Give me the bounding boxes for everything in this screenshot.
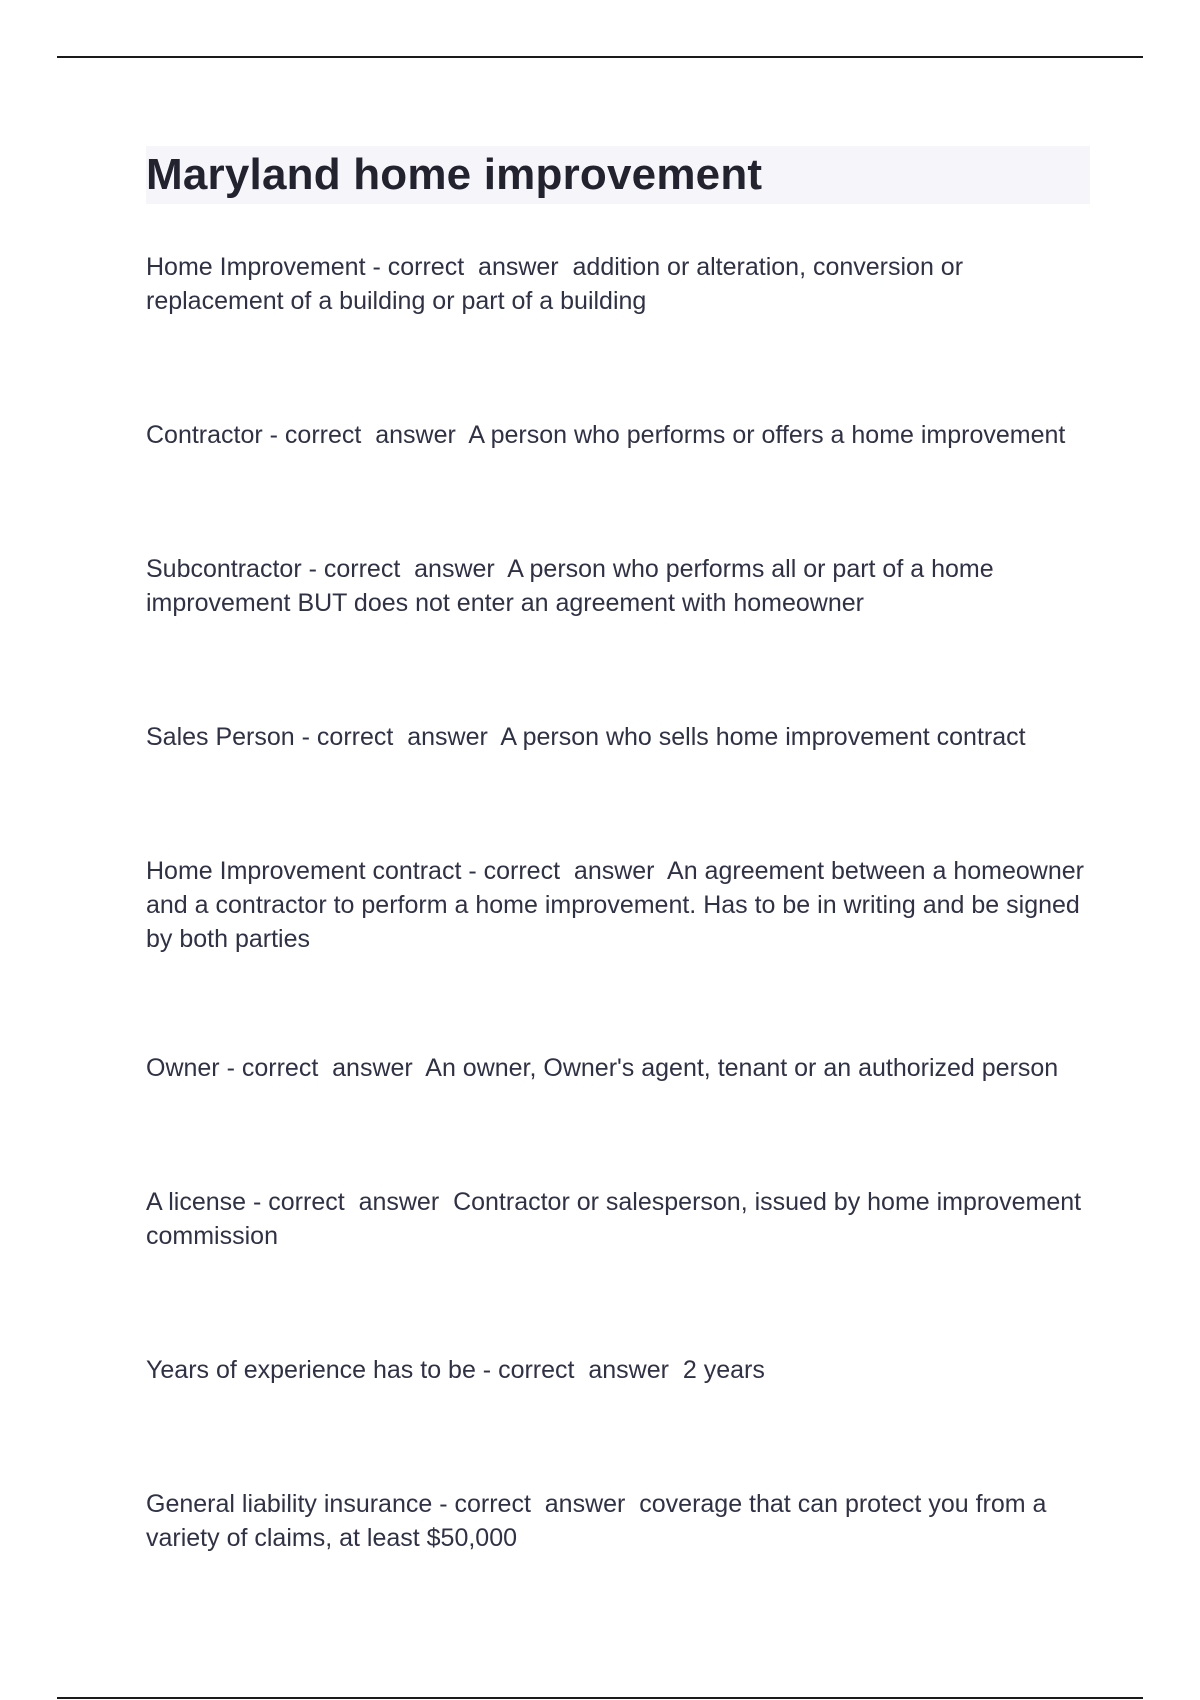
entry-definition: A person who sells home improvement contract	[500, 723, 1026, 751]
entry-term: Sales Person	[146, 723, 295, 751]
flashcard-list	[146, 250, 1090, 1555]
entry-separator: - correct answer	[219, 1054, 426, 1082]
flashcard-entry	[146, 1051, 1090, 1085]
entry-separator: - correct answer	[475, 1356, 683, 1384]
entry-term: Home Improvement	[146, 253, 366, 281]
entry-term: Contractor	[146, 421, 263, 449]
document-body	[146, 146, 1090, 1655]
entry-term: Owner	[146, 1054, 220, 1082]
entry-term: General liability insurance	[146, 1490, 433, 1518]
flashcard-entry	[146, 720, 1090, 754]
flashcard-entry	[146, 418, 1090, 452]
flashcard-entry	[146, 1353, 1090, 1387]
flashcard-entry	[146, 250, 1090, 318]
flashcard-entry	[146, 552, 1090, 620]
flashcard-entry	[146, 1487, 1090, 1555]
entry-separator: - correct answer	[365, 253, 573, 281]
top-rule	[57, 56, 1143, 58]
entry-definition: coverage that can protect you from a variety of claims, at least $50,000	[146, 1490, 1047, 1552]
entry-definition: 2 years	[682, 1356, 765, 1384]
entry-separator: - correct answer	[301, 555, 508, 583]
entry-definition: An agreement between a homeowner and a contractor to perform a home improvement. Has to be in writing and be signed by both parties	[146, 857, 1084, 953]
entry-definition: addition or alteration, conversion or replacement of a building or part of a building	[146, 253, 964, 315]
entry-term: Years of experience has to be	[146, 1356, 476, 1384]
flashcard-entry	[146, 1185, 1090, 1253]
entry-term: Subcontractor	[146, 555, 302, 583]
entry-separator: - correct answer	[294, 723, 501, 751]
bottom-rule	[57, 1697, 1143, 1699]
entry-definition: A person who performs or offers a home improvement	[468, 421, 1066, 449]
entry-term: Home Improvement contract	[146, 857, 462, 885]
entry-definition: An owner, Owner's agent, tenant or an authorized person	[425, 1054, 1059, 1082]
entry-separator: - correct answer	[246, 1188, 454, 1216]
page-title: Maryland home improvement	[146, 150, 763, 199]
entry-definition: Contractor or salesperson, issued by home improvement commission	[146, 1188, 1082, 1250]
flashcard-entry	[146, 854, 1090, 956]
entry-definition: A person who performs all or part of a home improvement BUT does not enter an agreement with homeowner	[146, 555, 994, 617]
title-bar	[146, 146, 1090, 204]
entry-term: A license	[146, 1188, 247, 1216]
entry-separator: - correct answer	[461, 857, 668, 885]
entry-separator: - correct answer	[432, 1490, 640, 1518]
entry-separator: - correct answer	[262, 421, 469, 449]
